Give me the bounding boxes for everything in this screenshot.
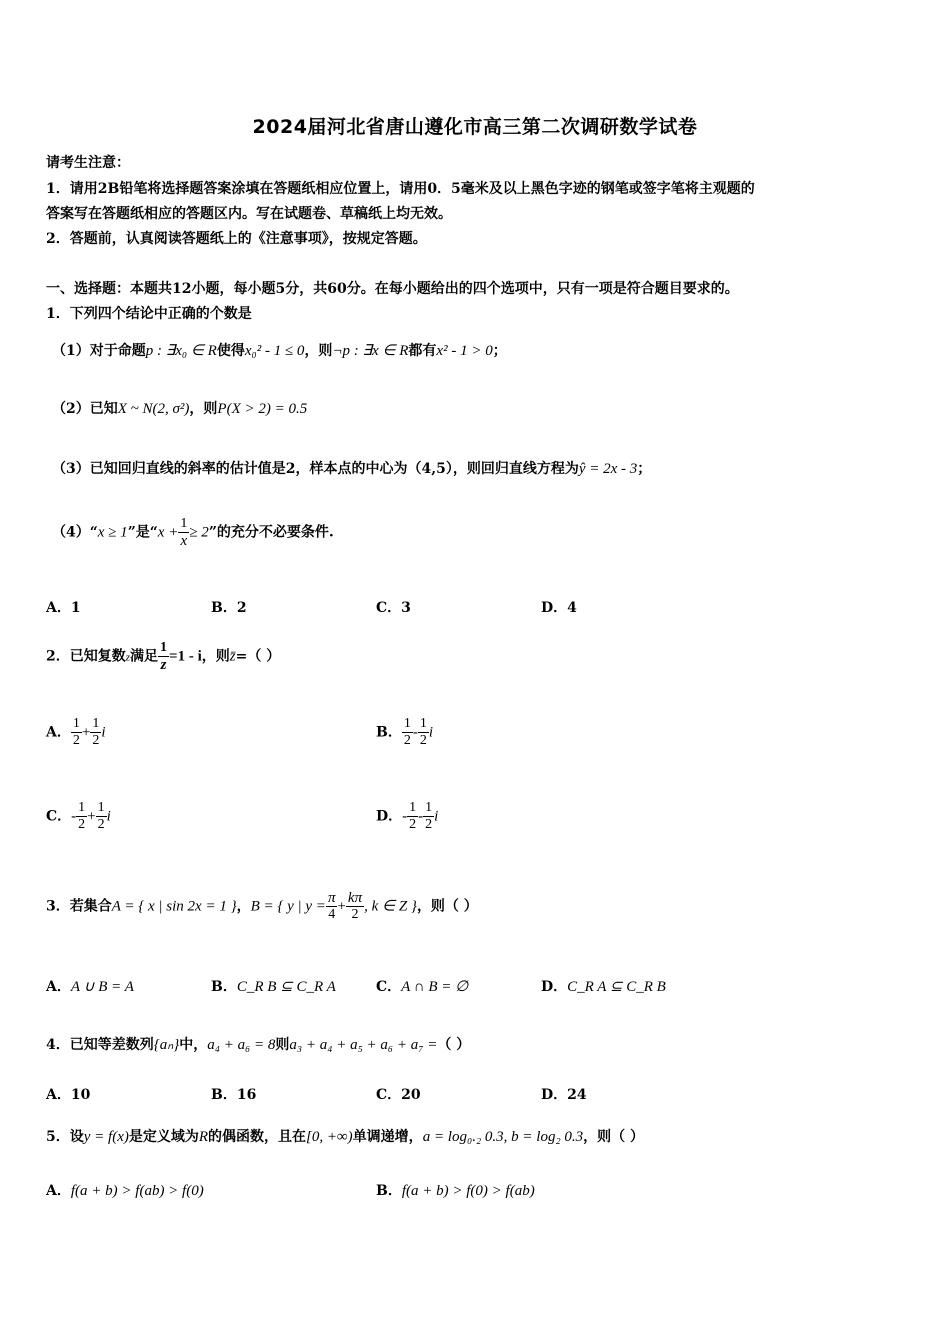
page-title: 2024届河北省唐山遵化市高三第二次调研数学试卷 <box>252 116 698 138</box>
q3-option-b[interactable]: B．C_R B ⊆ C_R A <box>211 979 336 995</box>
q4-option-d[interactable]: D．24 <box>541 1087 587 1103</box>
notice-line-2: 答案写在答题纸相应的答题区内。写在试题卷、草稿纸上均无效。 <box>46 206 452 222</box>
q1-option-b[interactable]: B．2 <box>211 600 247 616</box>
q3-stem: 3．若集合A = { x | sin 2x = 1 }，B = { y | y = $\frac{\pi}{4}$ + $\frac{k\pi}{2}$ , k ∈ Z }，则（ ） <box>46 890 478 922</box>
section-heading: 一、选择题：本题共12小题，每小题5分，共60分。在每小题给出的四个选项中，只有一项是符合题目要求的。 <box>46 281 739 297</box>
q5-option-a[interactable]: A．f(a + b) > f(ab) > f(0) <box>46 1183 204 1199</box>
fraction: $\frac{1}{z}$ <box>160 640 168 673</box>
q1-option-a[interactable]: A．1 <box>46 600 81 616</box>
q3-option-a[interactable]: A．A ∪ B = A <box>46 979 134 995</box>
q1-stem: 1．下列四个结论中正确的个数是 <box>46 306 252 322</box>
q3-option-d[interactable]: D．C_R A ⊆ C_R B <box>541 979 666 995</box>
q2-option-d[interactable]: D．- $\frac{1}{2}$ - $\frac{1}{2}$ i <box>376 800 439 832</box>
q2-option-a[interactable]: A． $\frac{1}{2}$ + $\frac{1}{2}$ i <box>46 716 106 748</box>
q1-statement-1: （1）对于命题p : ∃x₀ ∈ R使得x₀² - 1 ≤ 0，则¬p : ∃x ∈ R都有x² - 1 > 0； <box>52 343 507 359</box>
q1-statement-3: （3）已知回归直线的斜率的估计值是2，样本点的中心为（4,5），则回归直线方程为ŷ = 2x - 3； <box>52 461 652 477</box>
q4-option-c[interactable]: C．20 <box>376 1087 421 1103</box>
q4-option-b[interactable]: B．16 <box>211 1087 257 1103</box>
q5-stem: 5．设y = f(x)是定义域为R的偶函数，且在[0, +∞)单调递增，a = log₀.₂ 0.3, b = log₂ 0.3，则（ ） <box>46 1129 645 1145</box>
q4-stem: 4．已知等差数列{aₙ}中，a₄ + a₆ = 8则a₃ + a₄ + a₅ + a₆ + a₇ =（ ） <box>46 1037 471 1053</box>
q4-option-a[interactable]: A．10 <box>46 1087 91 1103</box>
q3-option-c[interactable]: C．A ∩ B = ∅ <box>376 979 469 995</box>
notice-line-3: 2．答题前，认真阅读答题纸上的《注意事项》，按规定答题。 <box>46 231 427 247</box>
q2-option-c[interactable]: C．- $\frac{1}{2}$ + $\frac{1}{2}$ i <box>46 800 111 832</box>
q1-option-c[interactable]: C．3 <box>376 600 411 616</box>
q2-option-b[interactable]: B． $\frac{1}{2}$ - $\frac{1}{2}$ i <box>376 716 434 748</box>
q2-stem: 2．已知复数z满足 $\frac{1}{z}$ =1 - i，则z̄=（ ） <box>46 640 281 673</box>
notice-heading: 请考生注意： <box>46 155 130 171</box>
fraction: $\frac{1}{x}$ <box>180 516 188 549</box>
q1-statement-2: （2）已知X ~ N(2, σ²)，则P(X > 2) = 0.5 <box>52 401 308 417</box>
q1-statement-4: （4）“x ≥ 1”是“x + $\frac{1}{x}$ ≥ 2”的充分不必要条件. <box>52 516 334 549</box>
q5-option-b[interactable]: B．f(a + b) > f(0) > f(ab) <box>376 1183 535 1199</box>
notice-line-1: 1．请用2B铅笔将选择题答案涂填在答题纸相应位置上，请用0．5毫米及以上黑色字迹的钢笔或签字笔将主观题的 <box>46 181 755 197</box>
q1-option-d[interactable]: D．4 <box>541 600 577 616</box>
